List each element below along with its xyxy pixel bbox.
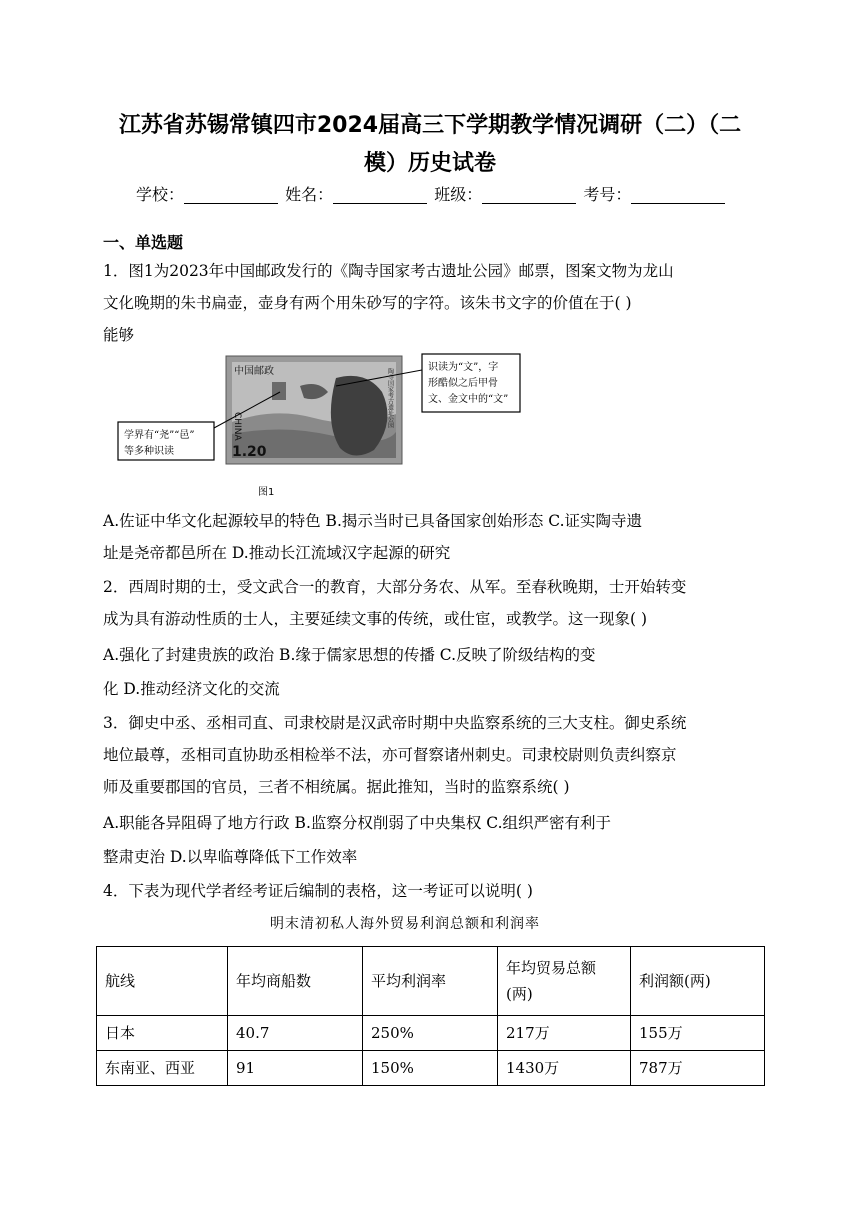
name-blank[interactable] — [333, 185, 427, 204]
table-header-row — [97, 947, 765, 1016]
exam-title-line2: 模）历史试卷 — [363, 151, 496, 176]
table-cell: 250% — [363, 1016, 498, 1051]
q1-stem-line3: 能够 — [103, 326, 135, 344]
callout-right-line2: 形酷似之后甲骨 — [428, 378, 498, 389]
table-cell: 40.7 — [228, 1016, 363, 1051]
callout-right-line3: 文、金文中的“文” — [428, 394, 509, 405]
school-label: 学校： — [136, 185, 185, 204]
trade-profit-table — [96, 946, 765, 1086]
q1-options-line2: 址是尧帝都邑所在 D.推动长江流域汉字起源的研究 — [103, 544, 451, 562]
table-cell: 217万 — [498, 1016, 631, 1051]
table-row — [97, 1016, 765, 1051]
callout-left-line2: 等多种识读 — [124, 446, 174, 457]
table-cell: 东南亚、西亚 — [97, 1051, 228, 1086]
table-cell: 155万 — [631, 1016, 765, 1051]
table-header-cell: 航线 — [97, 947, 228, 1016]
school-blank[interactable] — [184, 185, 278, 204]
stamp-china-text: CHINA — [232, 412, 242, 441]
q3-options-line2: 整肃吏治 D.以卑临尊降低下工作效率 — [103, 848, 358, 866]
q2-stem-line2: 成为具有游动性质的士人，主要延续文事的传统，或仕宦，或教学。这一现象( ) — [103, 610, 648, 628]
q3-options-line1: A.职能各异阻碍了地方行政 B.监察分权削弱了中央集权 C.组织严密有利于 — [103, 814, 612, 832]
exam-no-label: 考号： — [583, 185, 632, 204]
table-header-cell: 年均商船数 — [228, 947, 363, 1016]
table-header-cell: 利润额(两) — [631, 947, 765, 1016]
class-blank[interactable] — [482, 185, 576, 204]
table-cell: 日本 — [97, 1016, 228, 1051]
stamp-image — [226, 356, 402, 464]
q3-stem-line2: 地位最尊，丞相司直协助丞相检举不法，亦可督察诸州刺史。司隶校尉则负责纠察京 — [103, 746, 677, 764]
stamp-value-text: 1.20 — [232, 444, 267, 460]
q2-options-line2: 化 D.推动经济文化的交流 — [103, 680, 280, 698]
stamp-country-text: 中国邮政 — [234, 366, 274, 377]
table-title: 明末清初私人海外贸易利润总额和利润率 — [270, 916, 540, 932]
table-header-cell: 年均贸易总额(两) — [498, 947, 631, 1016]
name-label: 姓名： — [285, 185, 334, 204]
table-header-cell: 平均利润率 — [363, 947, 498, 1016]
q3-stem-line1: 3．御史中丞、丞相司直、司隶校尉是汉武帝时期中央监察系统的三大支柱。御史系统 — [103, 714, 687, 732]
table-cell: 91 — [228, 1051, 363, 1086]
stamp-side-text: 陶寺国家考古遗址公园 — [386, 368, 394, 428]
section-heading: 一、单选题 — [103, 233, 184, 252]
q1-stem-line1: 1．图1为2023年中国邮政发行的《陶寺国家考古遗址公园》邮票，图案文物为龙山 — [103, 262, 674, 280]
table-cell: 1430万 — [498, 1051, 631, 1086]
student-info-row — [136, 182, 736, 208]
exam-no-blank[interactable] — [631, 185, 725, 204]
q1-stem-line2: 文化晚期的朱书扁壶，壶身有两个用朱砂写的字符。该朱书文字的价值在于( ) — [103, 294, 632, 312]
table-row — [97, 1051, 765, 1086]
q1-stamp-figure — [104, 352, 524, 500]
q2-options-line1: A.强化了封建贵族的政治 B.缘于儒家思想的传播 C.反映了阶级结构的变 — [103, 646, 596, 664]
q4-stem-line1: 4．下表为现代学者经考证后编制的表格，这一考证可以说明( ) — [103, 882, 533, 900]
table-cell: 150% — [363, 1051, 498, 1086]
exam-title-line1: 江苏省苏锡常镇四市2024届高三下学期教学情况调研（二）（二 — [118, 113, 742, 138]
table-cell: 787万 — [631, 1051, 765, 1086]
class-label: 班级： — [434, 185, 483, 204]
q3-stem-line3: 师及重要郡国的官员，三者不相统属。据此推知，当时的监察系统( ) — [103, 778, 570, 796]
q2-stem-line1: 2．西周时期的士，受文武合一的教育，大部分务农、从军。至春秋晚期，士开始转变 — [103, 578, 687, 596]
figure-caption: 图1 — [258, 487, 275, 498]
callout-right-line1: 识读为“文”，字 — [428, 362, 499, 373]
q1-options-line1: A.佐证中华文化起源较早的特色 B.揭示当时已具备国家创始形态 C.证实陶寺遗 — [103, 512, 643, 530]
callout-left-line1: 学界有“尧”“邑” — [124, 430, 195, 441]
